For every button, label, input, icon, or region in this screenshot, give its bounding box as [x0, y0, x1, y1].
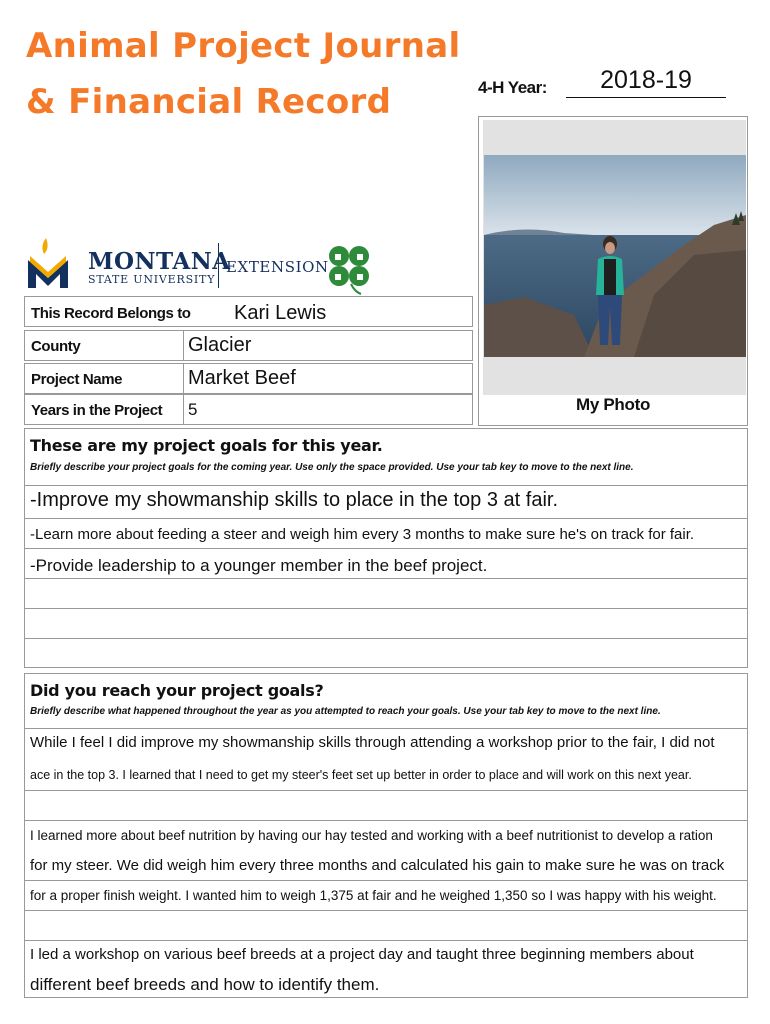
- reached-goals-heading: Did you reach your project goals?: [30, 681, 324, 700]
- goals-line-2: -Learn more about feeding a steer and weigh him every 3 months to make sure he's on track for fair.: [30, 526, 695, 543]
- photo-caption: My Photo: [575, 395, 651, 414]
- logo-divider: [218, 243, 219, 288]
- project-name-field[interactable]: Market Beef: [188, 367, 296, 389]
- year-field[interactable]: 2018-19: [600, 66, 692, 94]
- record-owner-label: This Record Belongs to: [31, 305, 191, 322]
- year-underline: [566, 97, 726, 98]
- goals-instructions: Briefly describe your project goals for the coming year. Use only the space provided. Use your tab key to move to the next line.: [30, 462, 634, 473]
- project-name-label: Project Name: [31, 371, 123, 388]
- goals-row-3[interactable]: [24, 548, 748, 549]
- member-photo: [484, 155, 746, 357]
- goals-row-1[interactable]: [24, 485, 748, 486]
- journal-title-line-1: Animal Project Journal: [26, 26, 461, 66]
- msu-wordmark: MONTANA: [88, 248, 231, 275]
- county-field[interactable]: Glacier: [188, 334, 252, 356]
- reached-row-6[interactable]: [24, 940, 748, 941]
- reached-goals-instructions: Briefly describe what happened throughout the year as you attempted to reach your goals. Use your tab key to move to the next line.: [30, 706, 661, 717]
- reached-row-1[interactable]: [24, 728, 748, 729]
- goals-heading: These are my project goals for this year.: [30, 436, 383, 455]
- msu-wordmark-sub: STATE UNIVERSITY: [88, 273, 216, 286]
- years-in-project-row: [24, 394, 473, 425]
- years-in-project-divider: [183, 395, 184, 424]
- record-owner-row: [24, 296, 473, 327]
- extension-wordmark: EXTENSION: [226, 258, 329, 276]
- year-label: 4-H Year:: [478, 78, 547, 97]
- reached-line-5: for my steer. We did weigh him every three months and calculated his gain to make sure he was on track: [30, 857, 725, 874]
- reached-row-4[interactable]: [24, 880, 748, 881]
- reached-row-2[interactable]: [24, 790, 748, 791]
- years-in-project-field[interactable]: 5: [188, 400, 198, 419]
- project-name-row: [24, 363, 473, 394]
- reached-line-2: ace in the top 3. I learned that I need to get my steer's feet set up better in order to place and will work on this next year.: [30, 768, 692, 782]
- goals-row-4[interactable]: [24, 578, 748, 579]
- county-row: [24, 330, 473, 361]
- reached-line-6: for a proper finish weight. I wanted him to weigh 1,375 at fair and he weighed 1,350 so I was happy with his weight.: [30, 888, 717, 903]
- record-owner-field[interactable]: Kari Lewis: [234, 302, 327, 324]
- county-label: County: [31, 338, 81, 355]
- county-divider: [183, 331, 184, 360]
- goals-line-3: -Provide leadership to a younger member in the beef project.: [30, 556, 488, 575]
- reached-line-8: I led a workshop on various beef breeds at a project day and taught three beginning members about: [30, 946, 694, 963]
- reached-row-5[interactable]: [24, 910, 748, 911]
- journal-title-line-2: & Financial Record: [26, 82, 392, 122]
- project-name-divider: [183, 364, 184, 393]
- goals-row-6[interactable]: [24, 638, 748, 639]
- goals-line-1: -Improve my showmanship skills to place in the top 3 at fair.: [30, 489, 559, 511]
- reached-row-3[interactable]: [24, 820, 748, 821]
- reached-line-1: While I feel I did improve my showmanship skills through attending a workshop prior to the fair, I did not: [30, 734, 715, 751]
- reached-line-4: I learned more about beef nutrition by having our hay tested and working with a beef nutritionist to develop a ration: [30, 828, 713, 843]
- years-in-project-label: Years in the Project: [31, 402, 163, 419]
- goals-row-2[interactable]: [24, 518, 748, 519]
- reached-line-9: different beef breeds and how to identify them.: [30, 975, 380, 994]
- goals-row-5[interactable]: [24, 608, 748, 609]
